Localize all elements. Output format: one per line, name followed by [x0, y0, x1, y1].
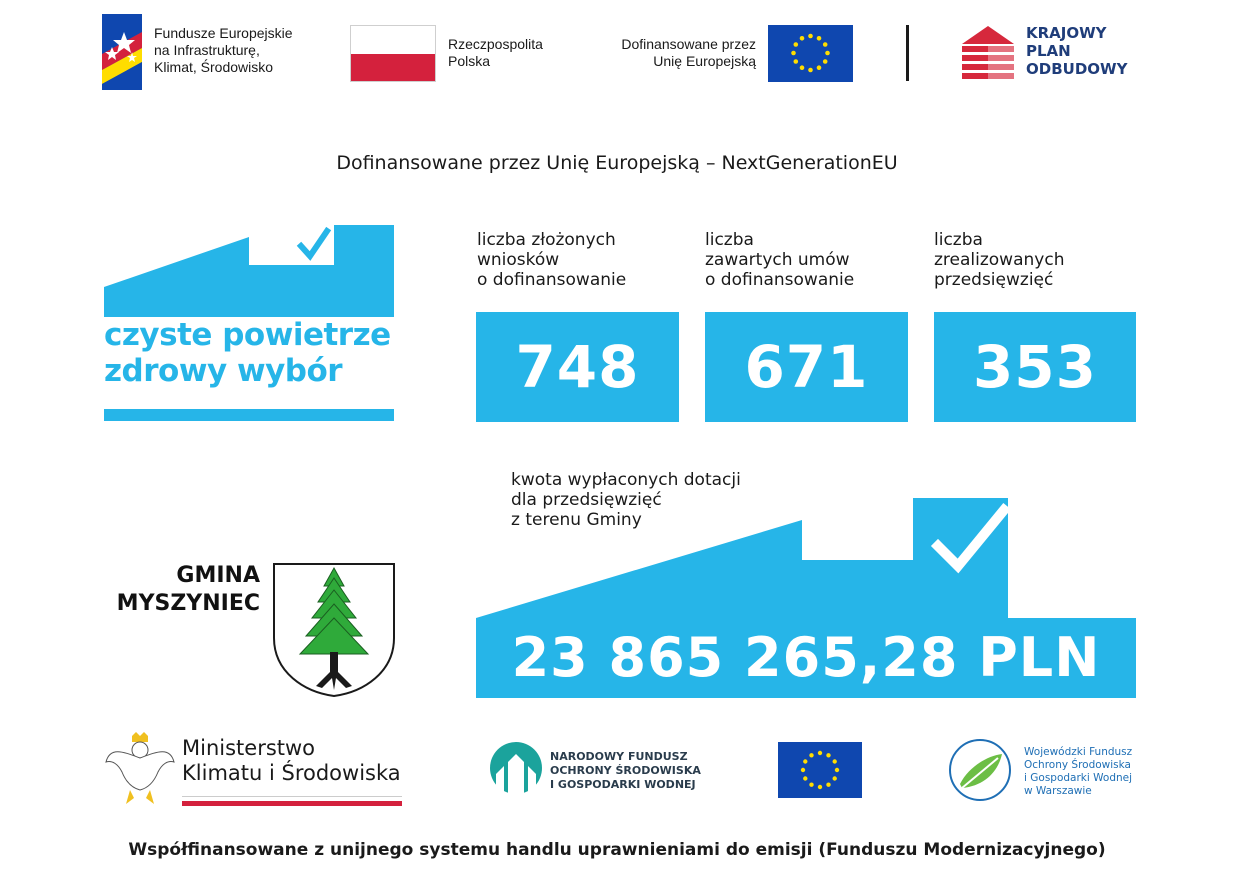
eu-text-line: Dofinansowane przez — [621, 36, 756, 52]
wfosigw-line: w Warszawie — [1024, 785, 1092, 797]
ministry-logo — [104, 732, 404, 812]
wfosigw-line: i Gospodarki Wodnej — [1024, 772, 1133, 784]
rzeczpospolita-logo — [350, 25, 580, 83]
gmina-line-2: MYSZYNIEC — [116, 591, 260, 616]
fe-text-line: na Infrastrukturę, — [154, 42, 260, 58]
fundusze-europejskie-logo — [102, 14, 332, 90]
header-divider — [906, 25, 909, 81]
eu-text-line: Unię Europejską — [653, 53, 756, 69]
page-subtitle: Dofinansowane przez Unię Europejską – NextGenerationEU — [336, 152, 898, 174]
nfosigw-emblem-icon — [488, 740, 544, 800]
eu-flag-icon — [778, 742, 862, 798]
stat-value-applications: 748 — [476, 312, 679, 422]
amount-label-line: z terenu Gminy — [511, 510, 642, 530]
fe-text-line: Klimat, Środowisko — [154, 59, 274, 75]
nfosigw-logo — [488, 740, 708, 802]
wfosigw-emblem-icon — [948, 738, 1012, 802]
fe-text-line: Fundusze Europejskie — [154, 25, 293, 41]
fe-emblem-icon — [102, 14, 146, 90]
nfosigw-line: NARODOWY FUNDUSZ — [550, 750, 688, 763]
stat-value-contracts: 671 — [705, 312, 908, 422]
gmina-line-1: GMINA — [176, 563, 260, 588]
stat-label-line: liczba złożonych — [477, 230, 616, 250]
stat-label-applications — [477, 230, 687, 290]
czyste-powietrze-logo — [104, 225, 396, 425]
kpo-emblem-icon — [962, 26, 1014, 80]
coat-of-arms-icon — [272, 562, 396, 698]
ministry-underline-red — [182, 801, 402, 806]
ministry-line-2: Klimatu i Środowiska — [182, 761, 401, 785]
eu-flag-icon — [768, 25, 853, 82]
stat-label-line: zawartych umów — [705, 250, 850, 270]
kpo-logo — [962, 24, 1142, 82]
amount-value: 23 865 265,28 PLN — [511, 625, 1101, 689]
program-line-1: czyste powietrze — [104, 317, 391, 353]
program-underline — [104, 409, 394, 421]
stat-label-line: o dofinansowanie — [705, 270, 855, 290]
polish-flag-icon — [350, 25, 436, 82]
stat-label-line: przedsięwzięć — [934, 270, 1054, 290]
stat-label-line: liczba — [934, 230, 983, 250]
rp-text-line: Rzeczpospolita — [448, 36, 543, 52]
nfosigw-line: OCHRONY ŚRODOWISKA — [550, 764, 701, 777]
stat-label-contracts — [705, 230, 915, 290]
nfosigw-line: I GOSPODARKI WODNEJ — [550, 778, 696, 791]
wfosigw-line: Wojewódzki Fundusz — [1024, 746, 1133, 758]
rp-text-line: Polska — [448, 53, 491, 69]
program-line-2: zdrowy wybór — [104, 353, 343, 389]
stat-label-line: o dofinansowanie — [477, 270, 627, 290]
stat-label-line: wniosków — [477, 250, 560, 270]
polish-eagle-icon — [104, 732, 176, 808]
ministry-line-1: Ministerstwo — [182, 736, 316, 760]
kpo-text-line: PLAN — [1026, 42, 1071, 60]
wfosigw-line: Ochrony Środowiska — [1024, 759, 1131, 771]
amount-label-line: kwota wypłaconych dotacji — [511, 470, 741, 490]
stat-label-line: liczba — [705, 230, 754, 250]
stat-label-completed — [934, 230, 1144, 290]
kpo-text-line: KRAJOWY — [1026, 24, 1107, 42]
cofinancing-note: Współfinansowane z unijnego systemu handlu uprawnieniami do emisji (Funduszu Modernizacyjnego) — [128, 840, 1106, 860]
gmina-name — [100, 562, 260, 618]
stat-value-completed: 353 — [934, 312, 1136, 422]
kpo-text-line: ODBUDOWY — [1026, 60, 1128, 78]
amount-label-line: dla przedsięwzięć — [511, 490, 662, 510]
eu-funded-text — [586, 36, 756, 70]
wfosigw-logo — [948, 738, 1148, 804]
stat-label-line: zrealizowanych — [934, 250, 1065, 270]
house-roof-shape — [104, 225, 396, 317]
